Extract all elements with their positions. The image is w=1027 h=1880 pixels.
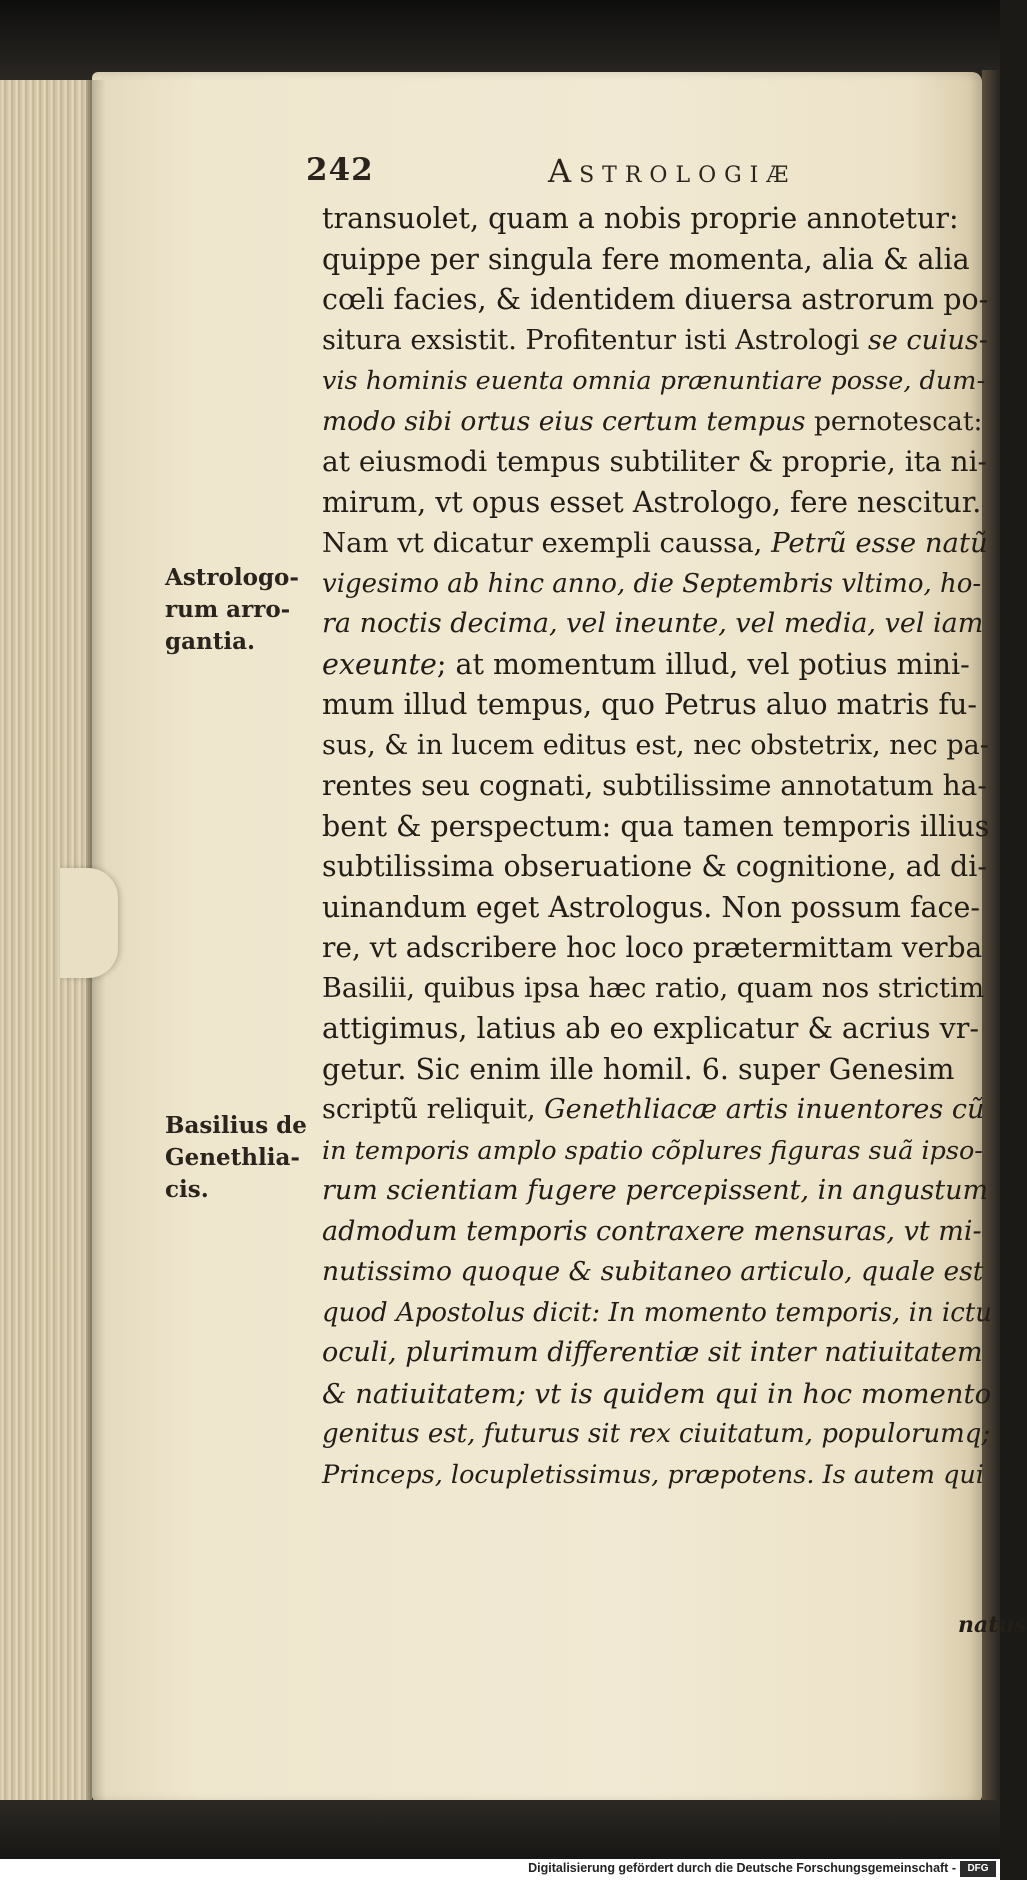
margin-note-line: rum arro- bbox=[165, 596, 291, 623]
text-line bbox=[322, 726, 992, 767]
margin-note-basilius bbox=[165, 1110, 315, 1206]
text-segment: in temporis amplo spatio cõplures figuras suã ipso- bbox=[322, 1135, 983, 1166]
text-segment: genitus est, futurus sit rex ciuitatum, populorumq; bbox=[322, 1419, 991, 1449]
margin-note-astrologorum bbox=[165, 562, 315, 658]
catchword: natus bbox=[958, 1612, 1027, 1638]
text-segment: vis hominis euenta omnia prænuntiare posse, dum- bbox=[322, 366, 986, 396]
running-head: Astrologiæ bbox=[548, 152, 797, 190]
text-segment: nutissimo quoque & subitaneo articulo, quale est bbox=[322, 1256, 984, 1287]
text-line bbox=[322, 1455, 992, 1496]
text-segment: quippe per singula fere momenta, alia & alia bbox=[322, 242, 970, 276]
text-line bbox=[322, 1009, 992, 1050]
text-line bbox=[322, 402, 992, 443]
text-line bbox=[322, 807, 992, 848]
text-segment: mirum, vt opus esset Astrologo, fere nescitur. bbox=[322, 485, 982, 519]
text-line bbox=[322, 766, 992, 807]
margin-note-line: gantia. bbox=[165, 628, 255, 655]
text-line bbox=[322, 928, 992, 969]
text-line bbox=[322, 645, 992, 686]
text-line bbox=[322, 483, 992, 524]
text-segment: oculi, plurimum differentiæ sit inter natiuitatem bbox=[322, 1337, 983, 1368]
text-segment: admodum temporis contraxere mensuras, vt mi- bbox=[322, 1215, 982, 1247]
text-line bbox=[322, 604, 992, 645]
text-line bbox=[322, 969, 992, 1010]
text-line bbox=[322, 1131, 992, 1172]
text-segment: situra exsistit. Profitentur isti Astrologi bbox=[322, 324, 868, 356]
page-tab-marker bbox=[60, 868, 118, 978]
text-segment: ; at momentum illud, vel potius mini- bbox=[436, 647, 970, 681]
body-text bbox=[322, 199, 992, 1495]
text-segment: Petrũ esse natũ bbox=[771, 527, 988, 559]
text-segment: Nam vt dicatur exempli caussa, bbox=[322, 527, 772, 559]
text-line bbox=[322, 523, 992, 564]
text-segment: rentes seu cognati, subtilissime annotatum ha- bbox=[322, 769, 987, 802]
text-line bbox=[322, 1050, 992, 1091]
margin-note-line: cis. bbox=[165, 1176, 209, 1203]
text-segment: se cuius- bbox=[867, 324, 988, 356]
text-segment: & natiuitatem; vt is quidem qui in hoc momento bbox=[322, 1377, 992, 1410]
margin-note-line: Genethlia- bbox=[165, 1144, 300, 1171]
text-line bbox=[322, 1293, 992, 1334]
text-segment: modo sibi ortus eius certum tempus bbox=[322, 405, 814, 437]
margin-note-line: Astrologo- bbox=[165, 564, 299, 591]
text-segment: rum scientiam fugere percepissent, in angustum bbox=[322, 1175, 989, 1206]
text-line bbox=[322, 1212, 992, 1253]
text-segment: uinandum eget Astrologus. Non possum face- bbox=[322, 890, 981, 924]
text-line bbox=[322, 280, 992, 321]
text-line bbox=[322, 1171, 992, 1212]
text-segment: sus, & in lucem editus est, nec obstetrix, nec pa- bbox=[322, 729, 989, 761]
text-segment: transuolet, quam a nobis proprie annotetur: bbox=[322, 202, 959, 235]
text-line bbox=[322, 564, 992, 605]
text-line bbox=[322, 1252, 992, 1293]
text-line bbox=[322, 847, 992, 888]
text-line bbox=[322, 361, 992, 402]
text-line bbox=[322, 1414, 992, 1455]
text-line bbox=[322, 240, 992, 281]
text-segment: re, vt adscribere hoc loco prætermittam verba bbox=[322, 931, 983, 964]
text-segment: pernotescat: bbox=[813, 405, 983, 437]
text-line bbox=[322, 1374, 992, 1415]
digitization-credit-text: Digitalisierung gefördert durch die Deutsche Forschungsgemeinschaft - bbox=[528, 1861, 956, 1875]
text-segment: getur. Sic enim ille homil. 6. super Genesim bbox=[322, 1052, 955, 1086]
text-line bbox=[322, 442, 992, 483]
text-line bbox=[322, 199, 992, 240]
text-line bbox=[322, 321, 992, 362]
digitization-credit-bar bbox=[0, 1859, 1000, 1880]
text-segment: subtilissima obseruatione & cognitione, ad di- bbox=[322, 850, 987, 883]
text-line bbox=[322, 888, 992, 929]
text-segment: quod Apostolus dicit: In momento temporis, in ictu bbox=[322, 1297, 992, 1328]
text-segment: attigimus, latius ab eo explicatur & acrius vr- bbox=[322, 1012, 979, 1045]
text-segment: Basilii, quibus ipsa hæc ratio, quam nos strictim bbox=[322, 972, 985, 1004]
text-segment: ra noctis decima, vel ineunte, vel media, vel iam bbox=[322, 608, 984, 639]
text-segment: mum illud tempus, quo Petrus aluo matris fu- bbox=[322, 688, 977, 721]
text-segment: bent & perspectum: qua tamen temporis illius bbox=[322, 809, 990, 843]
text-segment: scriptũ reliquit, bbox=[322, 1094, 545, 1125]
page-header bbox=[0, 152, 1000, 192]
page-number: 242 bbox=[306, 152, 374, 188]
scan-top-background bbox=[0, 0, 1000, 80]
text-line bbox=[322, 1333, 992, 1374]
text-segment: Genethliacæ artis inuentores cũ bbox=[544, 1094, 985, 1125]
text-segment: exeunte bbox=[322, 647, 437, 681]
margin-note-line: Basilius de bbox=[165, 1112, 307, 1139]
dfg-logo: DFG bbox=[960, 1861, 996, 1877]
text-line bbox=[322, 1090, 992, 1131]
text-line bbox=[322, 685, 992, 726]
text-segment: cœli facies, & identidem diuersa astrorum po- bbox=[322, 283, 989, 316]
text-segment: at eiusmodi tempus subtiliter & proprie, ita ni- bbox=[322, 445, 987, 478]
text-segment: Princeps, locupletissimus, præpotens. Is autem qui bbox=[322, 1459, 984, 1490]
text-segment: vigesimo ab hinc anno, die Septembris vltimo, ho- bbox=[322, 568, 982, 599]
